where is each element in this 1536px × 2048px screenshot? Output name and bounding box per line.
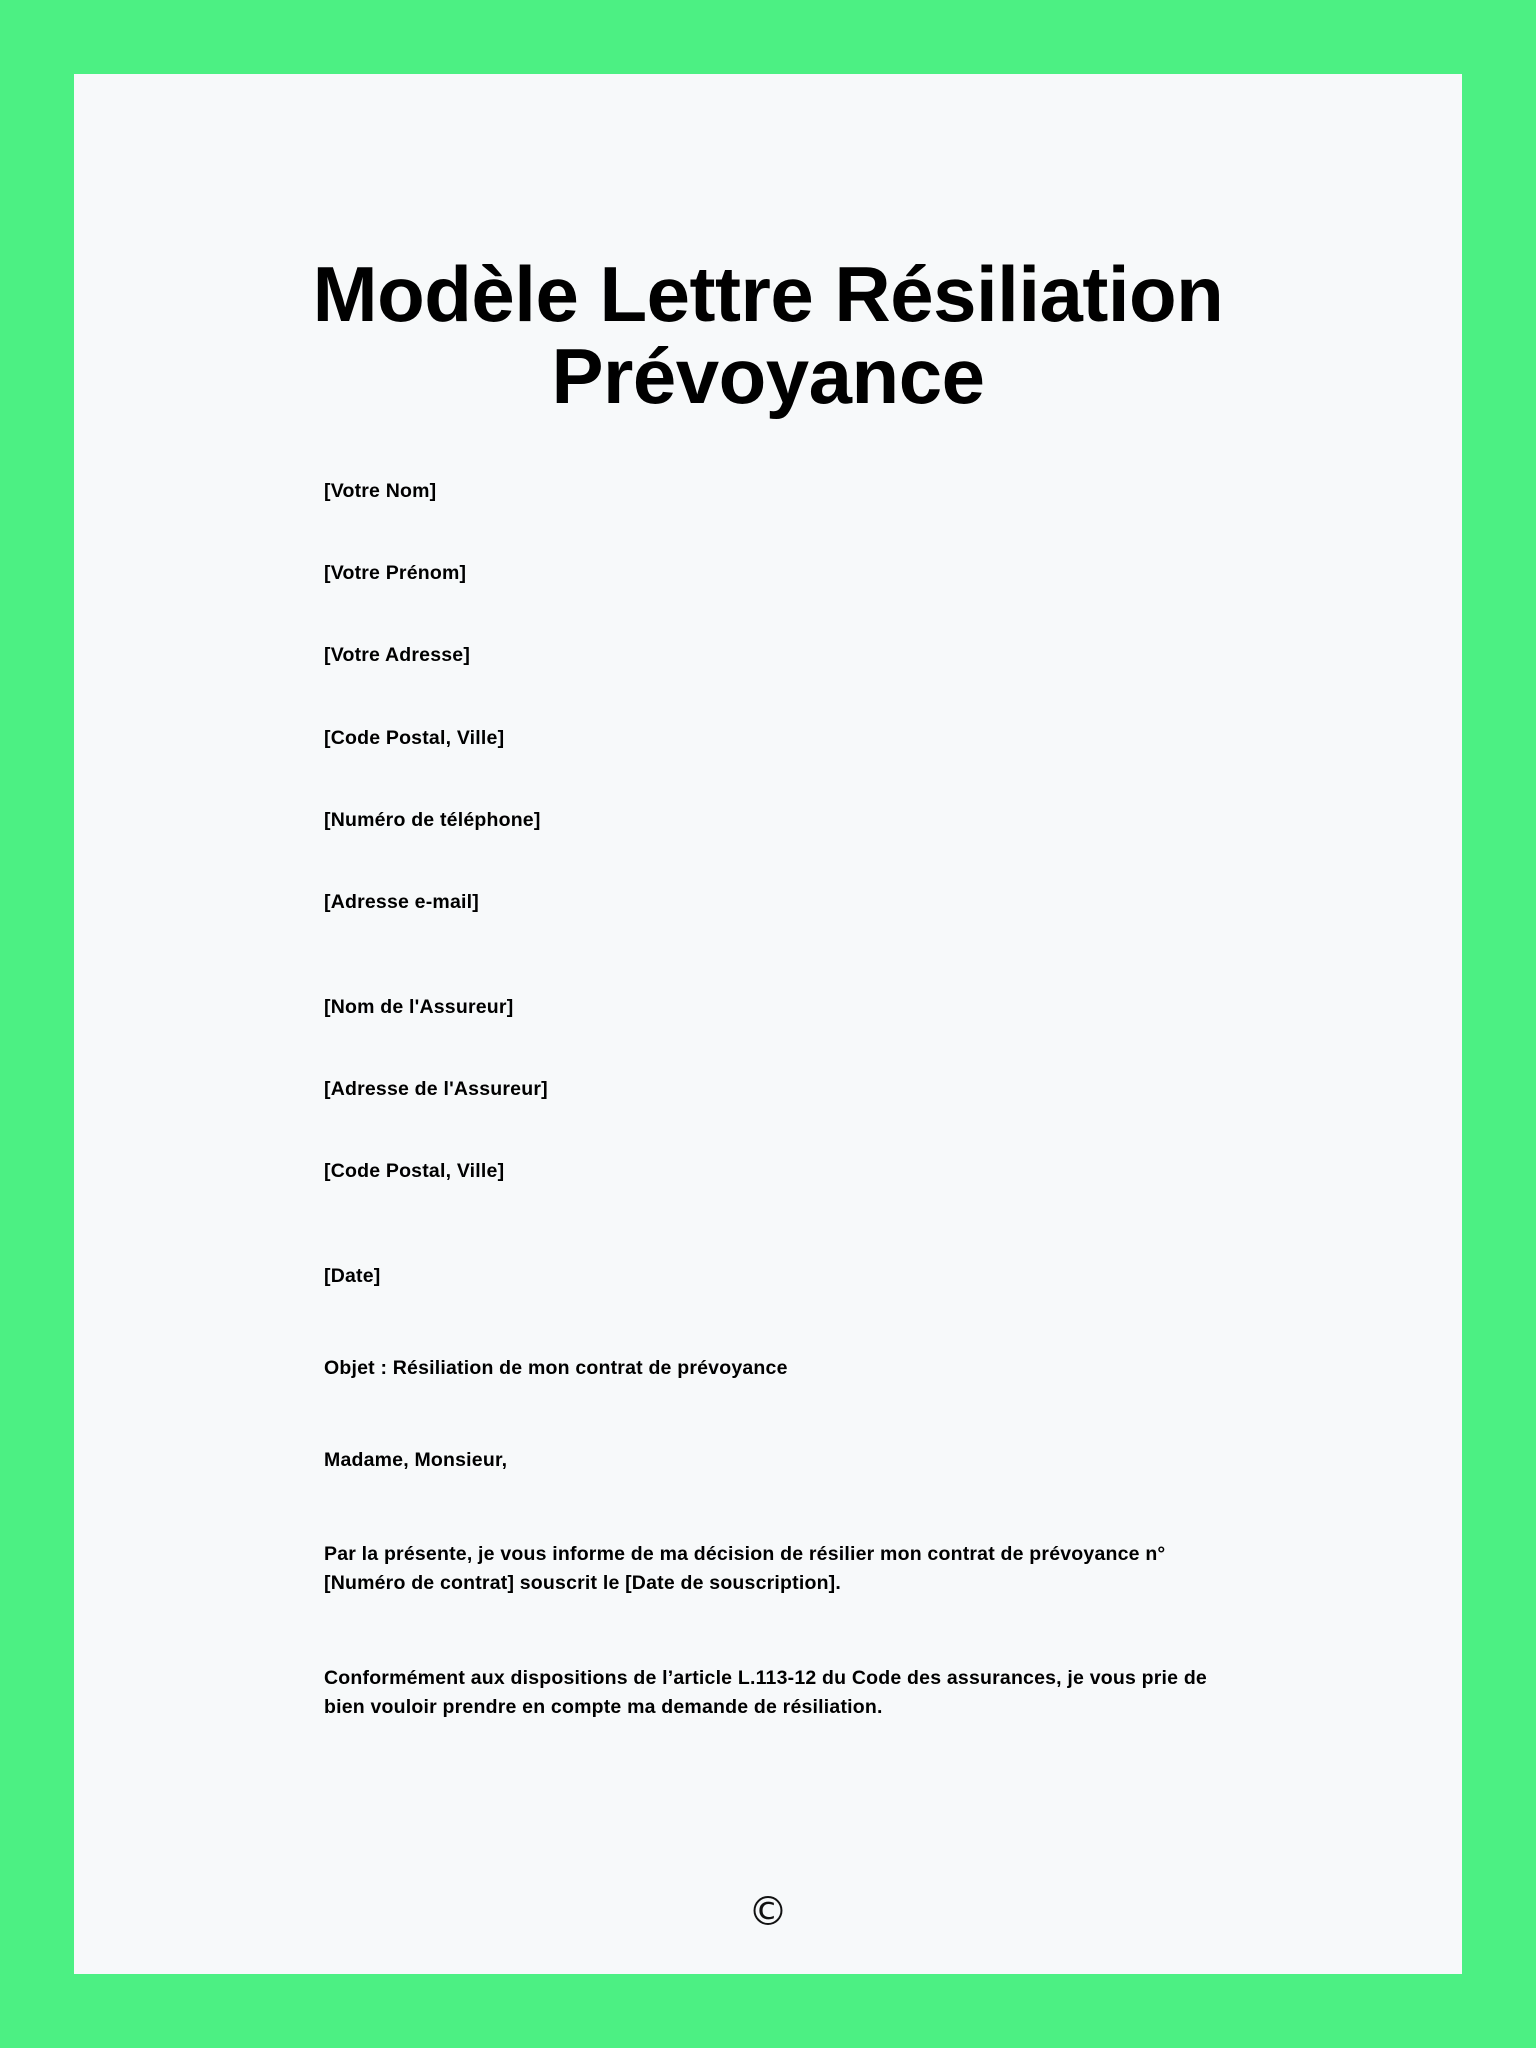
spacer [324, 1598, 1212, 1664]
page-title: Modèle Lettre Résiliation Prévoyance [312, 250, 1224, 420]
letter-date: [Date] [324, 1264, 381, 1287]
insurer-postal-city: [Code Postal, Ville] [324, 1160, 505, 1183]
spacer [324, 1381, 1212, 1447]
sender-postal-city: [Code Postal, Ville] [324, 726, 505, 749]
document-page [74, 74, 1462, 1974]
letter-salutation: Madame, Monsieur, [324, 1449, 508, 1472]
spacer [324, 669, 1212, 725]
spacer [324, 504, 1212, 560]
spacer [324, 751, 1212, 807]
footer [74, 1889, 1462, 1935]
letter-paragraph-1: Par la présente, je vous informe de ma décision de résilier mon contrat de prévoyance n° [Numéro de contrat] souscrit le [Date de souscription]. [324, 1542, 1166, 1594]
spacer [324, 1185, 1212, 1263]
letter-subject: Objet : Résiliation de mon contrat de prévoyance [324, 1356, 788, 1379]
spacer [324, 1474, 1212, 1540]
spacer [324, 833, 1212, 889]
spacer [324, 1289, 1212, 1355]
spacer [324, 1102, 1212, 1158]
insurer-name: [Nom de l'Assureur] [324, 995, 514, 1018]
spacer [324, 916, 1212, 994]
insurer-address: [Adresse de l'Assureur] [324, 1077, 548, 1100]
spacer [324, 586, 1212, 642]
sender-name: [Votre Nom] [324, 479, 437, 502]
sender-firstname: [Votre Prénom] [324, 562, 467, 585]
letter-paragraph-2: Conformément aux dispositions de l’article L.113-12 du Code des assurances, je vous prie de bien vouloir prendre en compte ma demande de résiliation. [324, 1667, 1207, 1719]
spacer [324, 1020, 1212, 1076]
sender-address: [Votre Adresse] [324, 644, 471, 667]
letter-body [74, 418, 1462, 1723]
sender-email: [Adresse e-mail] [324, 891, 479, 914]
sender-phone: [Numéro de téléphone] [324, 809, 541, 832]
copyright-icon: © [748, 1889, 788, 1935]
